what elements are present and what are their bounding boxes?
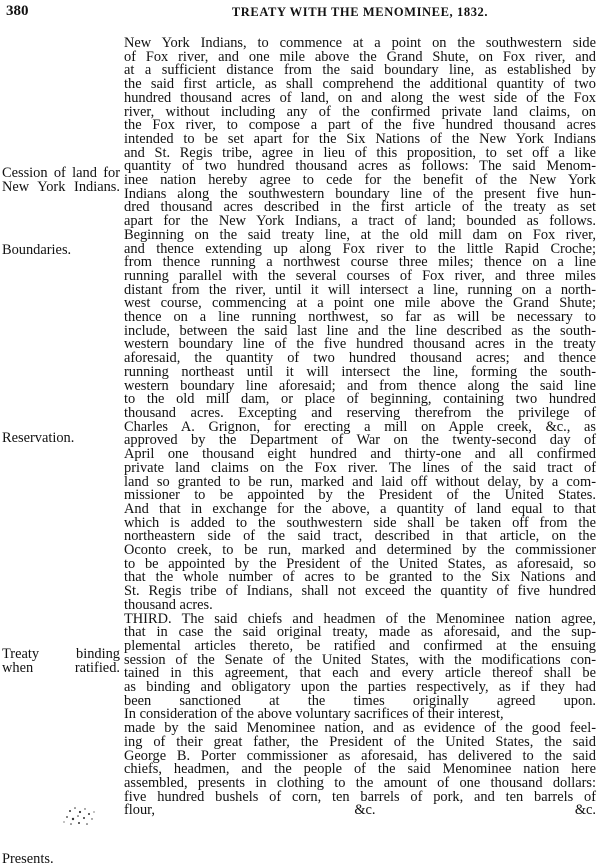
text-line: running northeast until it will intersect the line, forming the south- [124,363,596,380]
text-line: western boundary line of the five hundred thousand acres in the treaty [124,336,596,353]
text-line: aforesaid, the quantity of two hundred thousand acres; and thence [124,350,596,367]
text-line: quantity of two hundred thousand acres as follows: The said Menom- [124,158,596,175]
margin-note-line: Boundaries. [2,242,72,258]
margin-note [2,853,120,867]
text-line: tained in this agreement, that each and every article thereof shall be [124,665,596,682]
margin-note [2,167,120,194]
text-line: include, between the said last line and the line described as the south- [124,322,596,339]
text-line: dred thousand acres described in the first article of the treaty as set [124,199,596,216]
margin-note-line: Treaty binding [2,646,120,662]
text-line: assembled, presents in clothing to the amount of one thousand dollars: [124,774,596,791]
text-line: running parallel with the several courses of Fox river, and three miles [124,267,596,284]
text-line: intended to be set apart for the Six Nations of the New York Indians [124,130,596,147]
text-line: northeastern side of the said tract, described in that article, on the [124,528,596,545]
text-line: land so granted to be run, marked and laid off without delay, by a com- [124,473,596,490]
text-line: apart for the New York Indians, a tract of land; bounded as follows. [124,213,596,230]
text-line: In consideration of the above voluntary sacrifices of their interest, [124,706,504,723]
text-line: approved by the Department of War on the twenty-second day of [124,432,596,449]
text-line: hundred thousand acres of land, on and along the west side of the Fox [124,89,596,106]
text-line: New York Indians, to commence at a point on the southwestern side [124,35,596,51]
text-line: from thence running a northwest course three miles; thence on a line [124,254,596,271]
text-line: thence on a line running northwest, so far as will be necessary to [124,309,596,326]
text-line: chiefs, headmen, and the people of the said Menominee nation here [124,761,596,778]
text-line: THIRD. The said chiefs and headmen of the Menominee nation agree, [124,610,596,627]
running-title: TREATY WITH THE MENOMINEE, 1832. [231,5,489,19]
text-line: that the whole number of acres to be granted to the Six Nations and [124,569,596,586]
page-header [0,3,600,23]
text-line: private land claims on the Fox river. The lines of the said tract of [124,459,596,476]
text-line: to be appointed by the President of the United States, as aforesaid, so [124,555,596,572]
text-line: to the old mill dam, or place of beginning, containing two hundred [124,391,596,408]
text-line: plemental articles thereto, be ratified and confirmed at the ensuing [124,637,596,654]
text-line: George B. Porter commissioner as aforesaid, has delivered to the said [124,747,596,764]
text-line: St. Regis tribe of Indians, shall not exceed the quantity of five hundred [124,583,596,600]
text-line: western boundary line aforesaid; and from thence along the said line [124,377,596,394]
text-line: of Fox river, and one mile above the Grand Shute, on Fox river, and [124,48,596,65]
text-line: five hundred bushels of corn, ten barrels of pork, and ten barrels of [124,788,596,805]
text-line: ing of their great father, the President of the United States, the said [124,733,596,750]
text-line: river, without including any of the confirmed private land claims, on [124,103,596,120]
page-number: 380 [6,3,29,19]
text-line: distant from the river, until it will intersect a line, running on a north- [124,281,596,298]
text-line: flour, &c. &c. [124,802,596,819]
text-line: the Fox river, to compose a part of the five hundred thousand acres [124,117,596,134]
text-line: been sanctioned at the times originally agreed upon. [124,692,596,709]
margin-note [2,648,120,675]
text-line: missioner to be appointed by the President of the United States. [124,487,596,504]
text-line: April one thousand eight hundred and thirty-one and all confirmed [124,446,596,463]
margin-note-line: Cession of land for [2,165,120,181]
margin-note-line: New York Indians. [2,178,120,195]
text-line: Indians along the southwestern boundary line of the present five hun- [124,185,596,202]
text-line: that in case the said original treaty, made as aforesaid, and the sup- [124,624,596,641]
margin-note [2,244,120,258]
margin-note-line: Presents. [2,851,54,867]
seal-stamp [58,803,104,829]
text-line: Charles A. Grignon, for erecting a mill on Apple creek, &c., as [124,418,596,435]
text-line: inee nation hereby agree to cede for the benefit of the New York [124,172,596,189]
treaty-text [124,37,596,818]
text-line: made by the said Menominee nation, and as evidence of the good feel- [124,720,596,737]
text-line: and thence extending up along Fox river to the little Rapid Croche; [124,240,596,257]
text-line: which is added to the southwestern side shall be taken off from the [124,514,596,531]
text-line: Beginning on the said treaty line, at the old mill dam on Fox river, [124,226,596,243]
text-line: west course, commencing at a point one mile above the Grand Shute; [124,295,596,312]
text-line: thousand acres. [124,596,213,613]
text-line: and St. Regis tribe, agree in lieu of this proposition, to set off a like [124,144,596,161]
margin-note [2,432,120,446]
text-line: session of the Senate of the United States, with the modifications con- [124,651,596,668]
text-line: as binding and obligatory upon the parties respectively, as if they had [124,679,596,696]
margin-note-line: when ratified. [2,659,120,676]
margin-note-line: Reservation. [2,430,75,446]
text-line: Oconto creek, to be run, marked and determined by the commissioner [124,542,596,559]
text-line: And that in exchange for the above, a quantity of land equal to that [124,500,596,517]
text-line: at a sufficient distance from the said boundary line, as established by [124,62,596,79]
text-line: thousand acres. Excepting and reserving therefrom the privilege of [124,404,596,421]
text-line: the said first article, as shall comprehend the additional quantity of two [124,76,596,93]
